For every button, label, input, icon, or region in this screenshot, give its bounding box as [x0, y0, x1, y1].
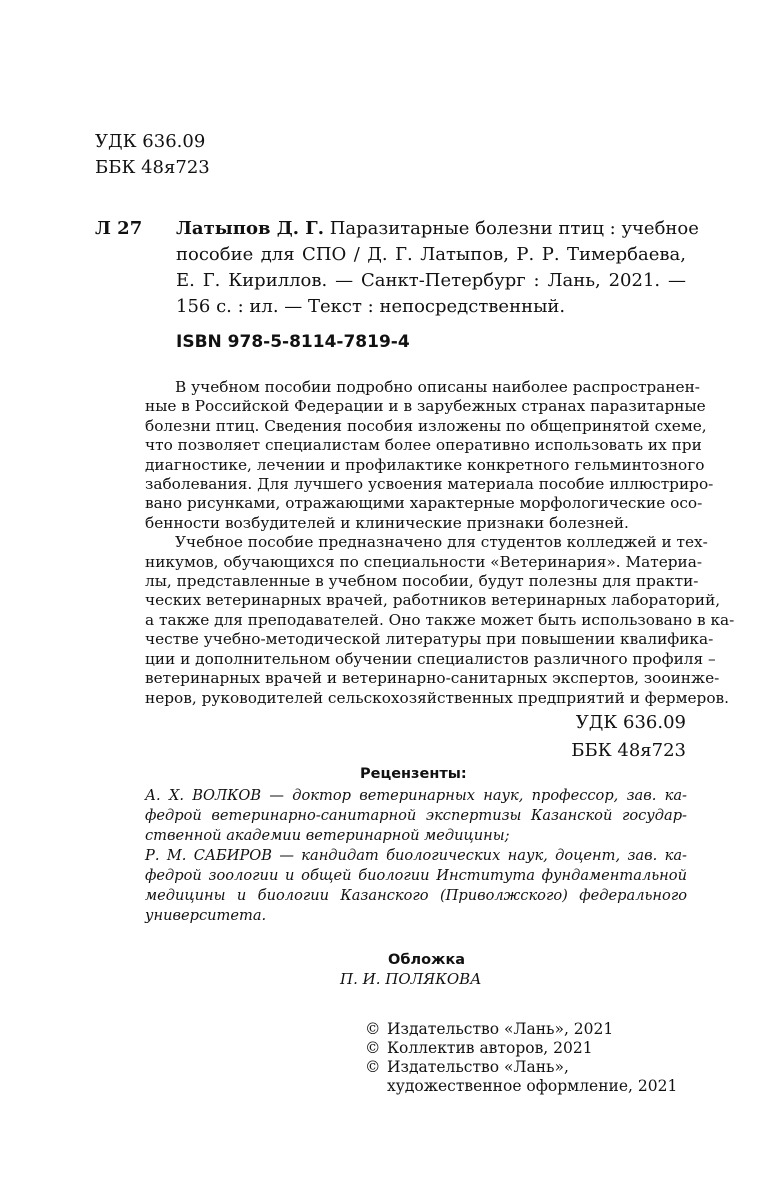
record-line: пособие для СПО / Д. Г. Латыпов, Р. Р. Тимербаева,: [176, 244, 686, 265]
copyright-icon: ©: [365, 1039, 381, 1057]
abstract-line: болезни птиц. Сведения пособия изложены по общепринятой схеме,: [145, 416, 707, 435]
abstract-line: неров, руководителей сельскохозяйственных предприятий и фермеров.: [145, 688, 730, 707]
author-name: Латыпов Д. Г.: [176, 218, 324, 239]
udk-top: УДК 636.09: [95, 131, 206, 152]
copyright-icon: ©: [365, 1020, 381, 1038]
udk-bottom: УДК 636.09: [575, 712, 686, 733]
abstract-line: бенности возбудителей и клинические признаки болезней.: [145, 513, 629, 532]
abstract-line: ческих ветеринарных врачей, работников ветеринарных лабораторий,: [145, 591, 721, 610]
abstract-line: заболевания. Для лучшего усвоения материала пособие иллюстриро-: [145, 475, 714, 494]
bibliographic-record: [176, 216, 699, 320]
abstract-line: а также для преподавателей. Оно также может быть использовано в ка-: [145, 610, 735, 629]
reviewer-line: ственной академии ветеринарной медицины;: [145, 827, 510, 844]
copyright-continuation: художественное оформление, 2021: [387, 1077, 678, 1095]
record-line: 156 с. : ил. — Текст : непосредственный.: [176, 296, 566, 317]
reviewers-list: [145, 786, 687, 926]
abstract: [145, 378, 735, 708]
abstract-line: ции и дополнительном обучении специалистов различного профиля –: [145, 649, 716, 668]
author-mark: Л 27: [95, 218, 143, 239]
copyright-icon: ©: [365, 1058, 381, 1076]
record-line: Е. Г. Кириллов. — Санкт-Петербург : Лань, 2021. —: [176, 270, 686, 291]
cover-heading: Обложка: [388, 952, 466, 968]
cover-designer: П. И. ПОЛЯКОВА: [340, 970, 482, 988]
abstract-line: что позволяет специалистам более оперативно использовать их при: [145, 436, 702, 455]
copyright-text: Коллектив авторов, 2021: [387, 1039, 593, 1057]
abstract-line: ные в Российской Федерации и в зарубежных странах паразитарные: [145, 397, 706, 416]
abstract-line: В учебном пособии подробно описаны наиболее распространен-: [175, 378, 700, 396]
abstract-line: Учебное пособие предназначено для студентов колледжей и тех-: [175, 533, 708, 552]
copyright-block: [365, 1020, 677, 1096]
abstract-line: честве учебно-методической литературы при повышении квалифика-: [145, 630, 714, 649]
abstract-line: ветеринарных врачей и ветеринарно-санитарных экспертов, зооинже-: [145, 669, 720, 688]
copyright-row: [365, 1058, 677, 1077]
reviewer-line: А. Х. ВОЛКОВ — доктор ветеринарных наук, профессор, зав. ка-: [145, 787, 687, 804]
copyright-row: [365, 1039, 677, 1058]
record-line: [176, 216, 699, 242]
bbk-top: ББК 48я723: [95, 157, 210, 178]
abstract-line: лы, представленные в учебном пособии, будут полезны для практи-: [145, 572, 699, 591]
reviewer-line: Р. М. САБИРОВ — кандидат биологических наук, доцент, зав. ка-: [145, 847, 687, 864]
abstract-line: вано рисунками, отражающими характерные морфологические осо-: [145, 494, 703, 513]
isbn: ISBN 978-5-8114-7819-4: [176, 332, 410, 352]
copyright-text: Издательство «Лань», 2021: [387, 1020, 614, 1038]
reviewer-line: федрой ветеринарно-санитарной экспертизы Казанской государ-: [145, 807, 687, 824]
reviewer-line: федрой зоологии и общей биологии Института фундаментальной: [145, 867, 687, 884]
bbk-bottom: ББК 48я723: [571, 740, 686, 761]
copyright-row: [365, 1020, 677, 1039]
reviewer-line: университета.: [145, 907, 267, 924]
copyright-text: Издательство «Лань»,: [387, 1058, 569, 1076]
reviewers-heading: Рецензенты:: [360, 766, 467, 782]
abstract-line: никумов, обучающихся по специальности «Ветеринария». Материа-: [145, 552, 703, 571]
reviewer-line: медицины и биологии Казанского (Приволжского) федерального: [145, 887, 687, 904]
record-line-rest: Паразитарные болезни птиц : учебное: [329, 218, 699, 239]
abstract-line: диагностике, лечении и профилактике конкретного гельминтозного: [145, 455, 705, 474]
